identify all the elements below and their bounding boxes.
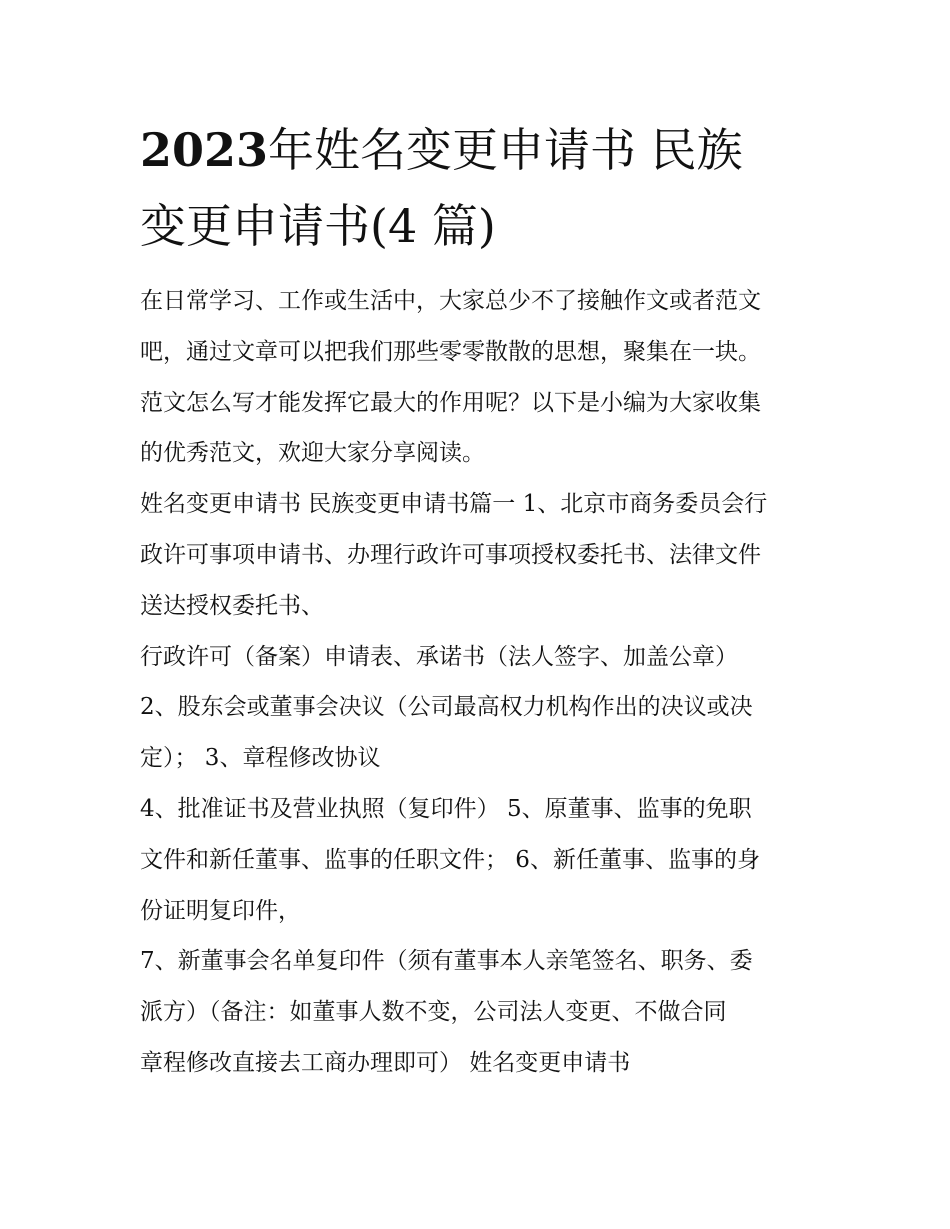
section-one-paragraph [140,479,820,631]
document-title [140,112,830,264]
text-line: 送达授权委托书、 [140,592,324,619]
text-line: 政许可事项申请书、办理行政许可事项授权委托书、法律文件 [140,541,761,568]
text-line: 份证明复印件， [140,897,301,924]
text-line: 章程修改直接去工商办理即可） 姓名变更申请书 [140,1049,631,1076]
text-line: 在日常学习、工作或生活中，大家总少不了接触作文或者范文 [140,288,761,314]
title-line-1 [140,112,830,188]
list-item-paragraph [140,784,820,936]
text-line: 范文怎么写才能发挥它最大的作用呢？以下是小编为大家收集 [140,389,761,416]
text-line: 4、批准证书及营业执照（复印件） 5、原董事、监事的免职 [140,795,752,822]
list-item-paragraph [140,682,820,784]
text-line: 的优秀范文，欢迎大家分享阅读。 [140,440,485,467]
text-line: 派方）（备注：如董事人数不变，公司法人变更、不做合同 [140,999,727,1026]
text-line: 文件和新任董事、监事的任职文件； 6、新任董事、监事的身 [140,846,760,873]
title-text: 年姓名变更申请书 民族 [268,123,743,177]
list-item-paragraph [140,936,820,1088]
document-body [140,276,820,1089]
title-year: 2023 [140,123,269,177]
text-line: 吧，通过文章可以把我们那些零零散散的思想，聚集在一块。 [140,338,761,365]
text-line: 姓名变更申请书 民族变更申请书篇一 1、北京市商务委员会行 [140,491,768,518]
text-line: 定）； 3、章程修改协议 [140,745,381,772]
intro-paragraph [140,276,820,479]
list-item-paragraph [140,632,820,683]
text-line: 7、新董事会名单复印件（须有董事本人亲笔签名、职务、委 [140,948,753,975]
title-text: 变更申请书(4 篇) [140,199,496,253]
text-line: 行政许可（备案）申请表、承诺书（法人签字、加盖公章） [140,643,738,670]
title-line-2 [140,188,830,264]
text-line: 2、股东会或董事会决议（公司最高权力机构作出的决议或决 [140,694,753,721]
